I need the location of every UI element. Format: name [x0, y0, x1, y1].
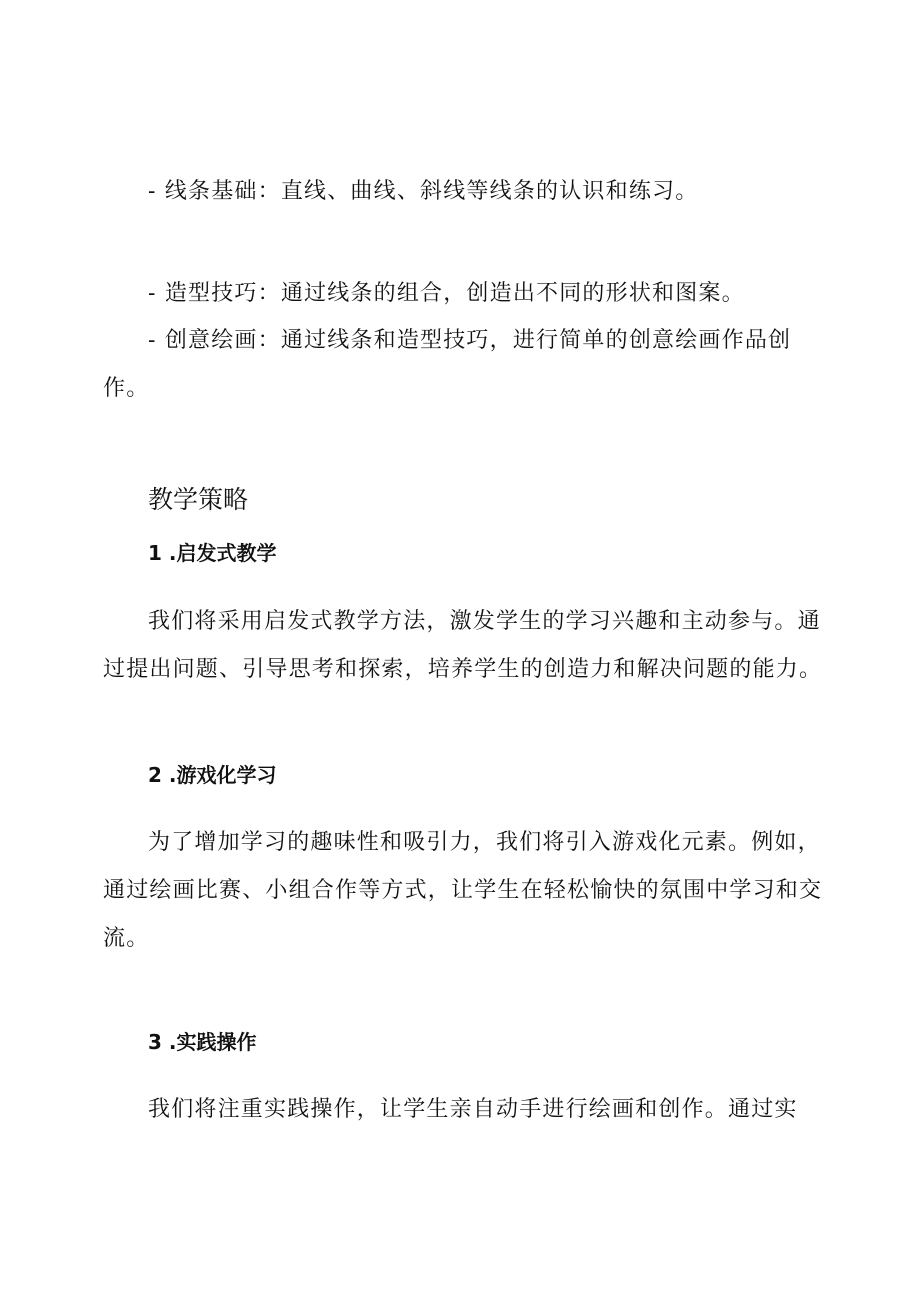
strategy-title-3: 3 .实践操作 — [148, 1030, 257, 1054]
strategy-1-line-2: 过提出问题、引导思考和探索，培养学生的创造力和解决问题的能力。 — [103, 657, 823, 682]
bullet-line-creative-continuation: 作。 — [103, 376, 150, 401]
strategy-2-line-2: 通过绘画比赛、小组合作等方式，让学生在轻松愉快的氛围中学习和交 — [103, 878, 823, 903]
strategy-2-line-1: 为了增加学习的趣味性和吸引力，我们将引入游戏化元素。例如， — [148, 830, 821, 855]
bullet-line-creative: - 创意绘画：通过线条和造型技巧，进行简单的创意绘画作品创 — [148, 328, 792, 353]
section-title: 教学策略 — [148, 485, 249, 514]
strategy-title-1: 1 .启发式教学 — [148, 541, 277, 565]
strategy-3-line-1: 我们将注重实践操作，让学生亲自动手进行绘画和创作。通过实 — [148, 1097, 798, 1122]
bullet-line-basics: - 线条基础：直线、曲线、斜线等线条的认识和练习。 — [148, 179, 699, 204]
strategy-title-2: 2 .游戏化学习 — [148, 763, 277, 787]
bullet-line-shaping: - 造型技巧：通过线条的组合，创造出不同的形状和图案。 — [148, 281, 745, 306]
strategy-2-line-3: 流。 — [103, 926, 150, 951]
strategy-1-line-1: 我们将采用启发式教学方法，激发学生的学习兴趣和主动参与。通 — [148, 609, 821, 634]
